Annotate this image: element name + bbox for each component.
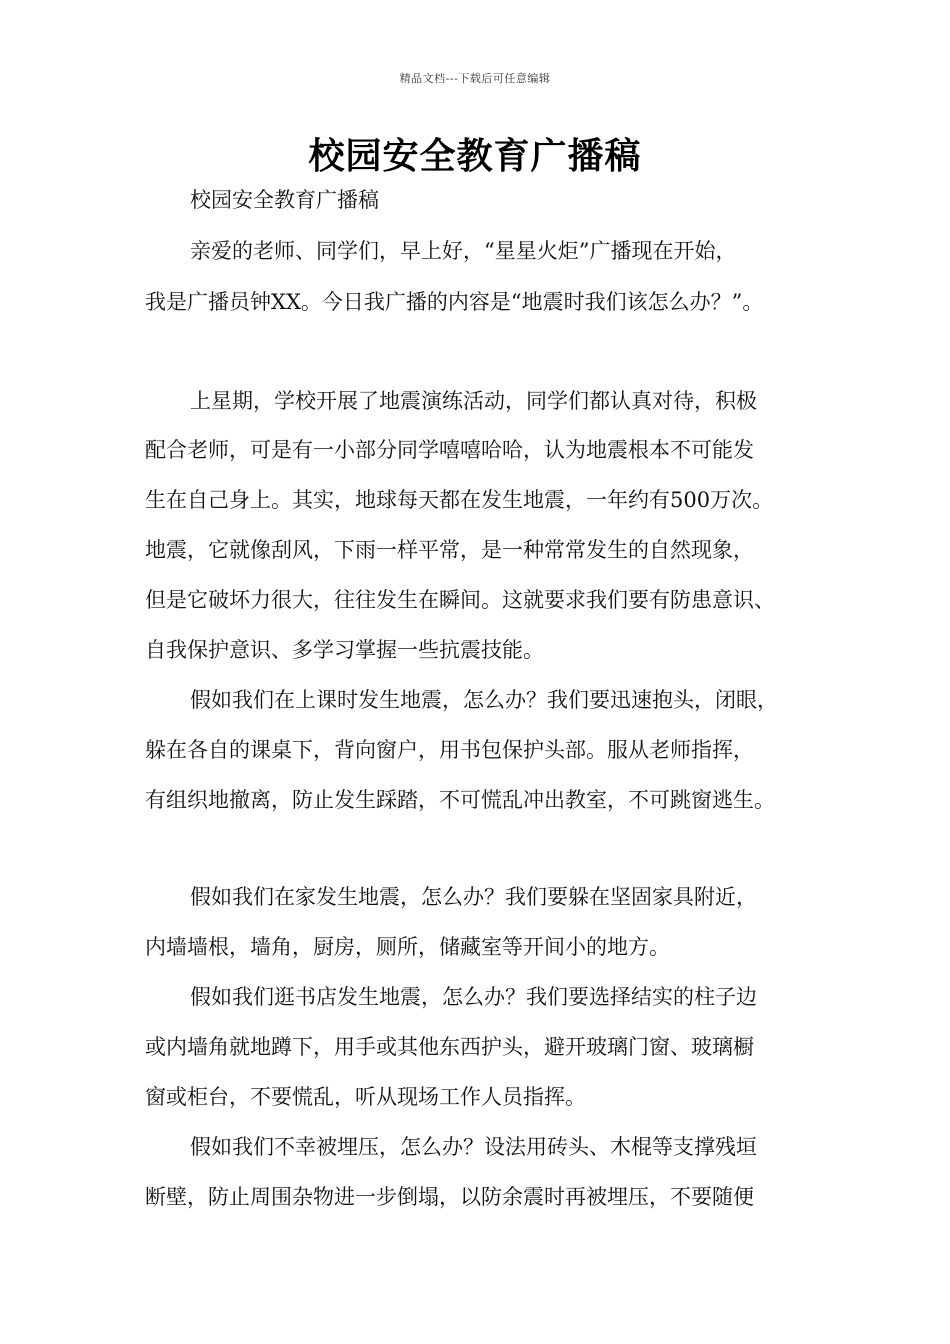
paragraph-line: 有组织地撤离，防止发生踩踏，不可慌乱冲出教室，不可跳窗逃生。: [145, 788, 775, 812]
paragraph-line: 假如我们在上课时发生地震，怎么办？我们要迅速抱头，闭眼，: [190, 688, 778, 712]
header-note: 精品文档---下载后可任意编辑: [399, 72, 551, 85]
paragraph-line: 自我保护意识、多学习掌握一些抗震技能。: [145, 638, 544, 662]
paragraph-line: 但是它破坏力很大，往往发生在瞬间。这就要求我们要有防患意识、: [145, 588, 775, 612]
paragraph-line: 假如我们在家发生地震，怎么办？我们要躲在坚固家具附近，: [190, 885, 757, 909]
paragraph-line: 假如我们逛书店发生地震，怎么办？我们要选择结实的柱子边: [190, 985, 757, 1009]
paragraph-line: 假如我们不幸被埋压，怎么办？设法用砖头、木棍等支撑残垣: [190, 1135, 757, 1159]
paragraph-line: 配合老师，可是有一小部分同学嘻嘻哈哈，认为地震根本不可能发: [145, 438, 754, 462]
paragraph-line: 窗或柜台，不要慌乱，听从现场工作人员指挥。: [145, 1085, 586, 1109]
paragraph-line: 地震，它就像刮风，下雨一样平常，是一种常常发生的自然现象，: [145, 538, 754, 562]
paragraph-line: 生在自己身上。其实，地球每天都在发生地震，一年约有500万次。: [145, 488, 774, 512]
paragraph-line: 上星期，学校开展了地震演练活动，同学们都认真对待，积极: [190, 389, 757, 413]
paragraph-line: 亲爱的老师、同学们，早上好，“星星火炬”广播现在开始，: [190, 239, 737, 263]
paragraph-line: 或内墙角就地蹲下，用手或其他东西护头，避开玻璃门窗、玻璃橱: [145, 1035, 754, 1059]
paragraph-line: 内墙墙根，墙角，厨房，厕所，储藏室等开间小的地方。: [145, 935, 670, 959]
paragraph-line: 我是广播员钟XX。今日我广播的内容是“地震时我们该怎么办？”。: [145, 290, 764, 314]
paragraph-line: 断壁，防止周围杂物进一步倒塌，以防余震时再被埋压，不要随便: [145, 1185, 754, 1209]
paragraph-line: 躲在各自的课桌下，背向窗户，用书包保护头部。服从老师指挥，: [145, 738, 754, 762]
subtitle-line: 校园安全教育广播稿: [190, 188, 379, 212]
document-title: 校园安全教育广播稿: [308, 135, 642, 177]
